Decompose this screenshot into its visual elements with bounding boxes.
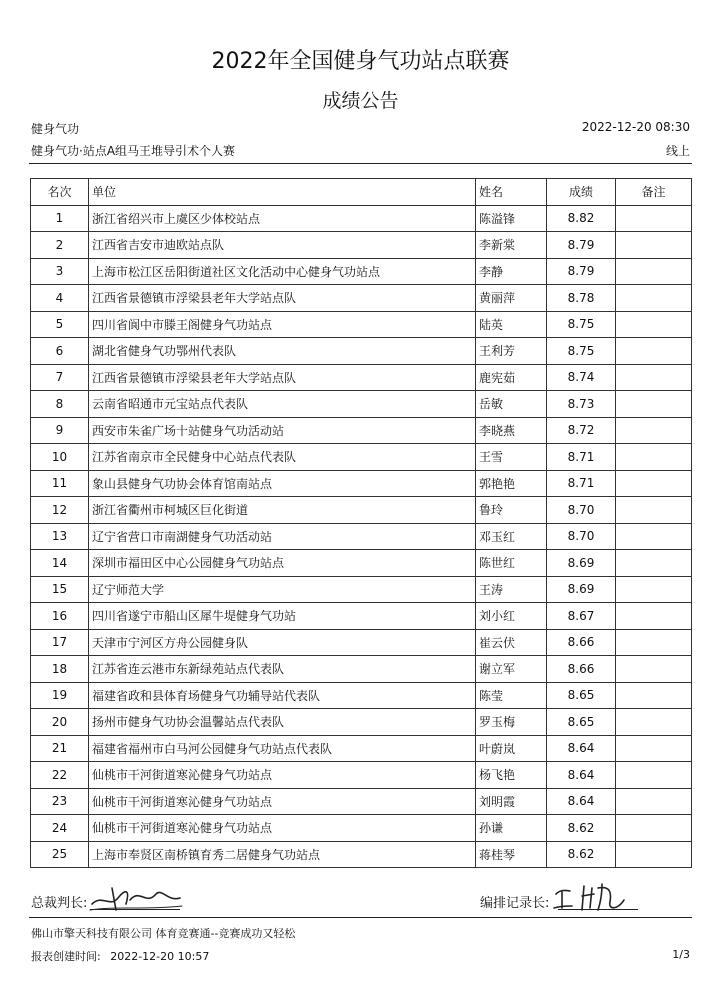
rank-cell: 11 [31, 470, 89, 497]
table-row [31, 762, 692, 789]
table-row [31, 391, 692, 418]
name-cell: 谢立军 [476, 656, 547, 683]
unit-cell: 四川省阆中市滕王阁健身气功站点 [89, 311, 476, 338]
note-cell [616, 815, 692, 842]
event-datetime: 2022-12-20 08:30 [581, 120, 690, 134]
name-cell: 王利芳 [476, 338, 547, 365]
score-cell: 8.62 [547, 841, 616, 868]
name-cell: 陈溢锋 [476, 205, 547, 232]
name-cell: 鹿宪茹 [476, 364, 547, 391]
unit-cell: 浙江省绍兴市上虞区少体校站点 [89, 205, 476, 232]
table-row [31, 258, 692, 285]
rank-cell: 7 [31, 364, 89, 391]
note-cell [616, 417, 692, 444]
col-note-header: 备注 [616, 179, 692, 206]
table-row [31, 815, 692, 842]
table-row [31, 338, 692, 365]
name-cell: 陈世红 [476, 550, 547, 577]
score-cell: 8.66 [547, 629, 616, 656]
chief-referee-line [90, 909, 180, 910]
rank-cell: 5 [31, 311, 89, 338]
page-number: 1/3 [672, 948, 690, 961]
note-cell [616, 629, 692, 656]
table-row [31, 841, 692, 868]
col-score-header: 成绩 [547, 179, 616, 206]
rank-cell: 13 [31, 523, 89, 550]
unit-cell: 湖北省健身气功鄂州代表队 [89, 338, 476, 365]
table-row [31, 311, 692, 338]
rank-cell: 25 [31, 841, 89, 868]
name-cell: 蒋桂琴 [476, 841, 547, 868]
rank-cell: 1 [31, 205, 89, 232]
unit-cell: 江苏省南京市全民健身中心站点代表队 [89, 444, 476, 471]
table-row [31, 285, 692, 312]
score-cell: 8.69 [547, 576, 616, 603]
table-header-row [31, 179, 692, 206]
document-title: 2022年全国健身气功站点联赛 [211, 49, 510, 74]
unit-cell: 仙桃市干河街道寒沁健身气功站点 [89, 815, 476, 842]
unit-cell: 上海市奉贤区南桥镇育秀二居健身气功站点 [89, 841, 476, 868]
table-row [31, 603, 692, 630]
table-row [31, 682, 692, 709]
unit-cell: 四川省遂宁市船山区犀牛堤健身气功站 [89, 603, 476, 630]
score-cell: 8.82 [547, 205, 616, 232]
name-cell: 郭艳艳 [476, 470, 547, 497]
footer-divider [29, 917, 692, 918]
col-unit-header: 单位 [89, 179, 476, 206]
results-table [30, 178, 692, 868]
score-cell: 8.71 [547, 444, 616, 471]
note-cell [616, 470, 692, 497]
rank-cell: 9 [31, 417, 89, 444]
table-row [31, 550, 692, 577]
rank-cell: 23 [31, 788, 89, 815]
unit-cell: 浙江省衢州市柯城区巨化街道 [89, 497, 476, 524]
table-row [31, 417, 692, 444]
score-cell: 8.66 [547, 656, 616, 683]
note-cell [616, 258, 692, 285]
name-cell: 叶蔚岚 [476, 735, 547, 762]
rank-cell: 15 [31, 576, 89, 603]
name-cell: 陈莹 [476, 682, 547, 709]
rank-cell: 3 [31, 258, 89, 285]
chief-referee-label: 总裁判长: [31, 896, 88, 911]
event-category: 健身气功 [31, 122, 80, 136]
score-cell: 8.65 [547, 709, 616, 736]
name-cell: 杨飞艳 [476, 762, 547, 789]
table-row [31, 656, 692, 683]
note-cell [616, 497, 692, 524]
score-cell: 8.71 [547, 470, 616, 497]
unit-cell: 福建省福州市白马河公园健身气功站点代表队 [89, 735, 476, 762]
name-cell: 李晓燕 [476, 417, 547, 444]
rank-cell: 22 [31, 762, 89, 789]
rank-cell: 10 [31, 444, 89, 471]
score-cell: 8.64 [547, 762, 616, 789]
table-row [31, 788, 692, 815]
rank-cell: 19 [31, 682, 89, 709]
table-row [31, 629, 692, 656]
note-cell [616, 656, 692, 683]
rank-cell: 16 [31, 603, 89, 630]
unit-cell: 福建省政和县体育场健身气功辅导站代表队 [89, 682, 476, 709]
score-cell: 8.72 [547, 417, 616, 444]
unit-cell: 仙桃市干河街道寒沁健身气功站点 [89, 762, 476, 789]
footer-created-time: 2022-12-20 10:57 [110, 950, 210, 963]
score-cell: 8.73 [547, 391, 616, 418]
score-cell: 8.75 [547, 311, 616, 338]
footer-created-label: 报表创建时间: [31, 950, 101, 963]
unit-cell: 江西省吉安市迪欧站点队 [89, 232, 476, 259]
score-cell: 8.70 [547, 523, 616, 550]
unit-cell: 象山县健身气功协会体育馆南站点 [89, 470, 476, 497]
table-row [31, 735, 692, 762]
note-cell [616, 550, 692, 577]
unit-cell: 天津市宁河区方舟公园健身队 [89, 629, 476, 656]
rank-cell: 6 [31, 338, 89, 365]
score-cell: 8.64 [547, 788, 616, 815]
note-cell [616, 523, 692, 550]
table-row [31, 205, 692, 232]
rank-cell: 21 [31, 735, 89, 762]
name-cell: 黄丽萍 [476, 285, 547, 312]
note-cell [616, 391, 692, 418]
chief-referee-signature [86, 880, 186, 916]
score-cell: 8.70 [547, 497, 616, 524]
document-subtitle: 成绩公告 [322, 90, 399, 112]
note-cell [616, 709, 692, 736]
note-cell [616, 788, 692, 815]
rank-cell: 17 [31, 629, 89, 656]
note-cell [616, 576, 692, 603]
rank-cell: 20 [31, 709, 89, 736]
note-cell [616, 285, 692, 312]
note-cell [616, 762, 692, 789]
rank-cell: 18 [31, 656, 89, 683]
name-cell: 孙谦 [476, 815, 547, 842]
note-cell [616, 311, 692, 338]
rank-cell: 4 [31, 285, 89, 312]
name-cell: 李新棠 [476, 232, 547, 259]
name-cell: 罗玉梅 [476, 709, 547, 736]
name-cell: 崔云伏 [476, 629, 547, 656]
unit-cell: 辽宁师范大学 [89, 576, 476, 603]
unit-cell: 上海市松江区岳阳街道社区文化活动中心健身气功站点 [89, 258, 476, 285]
unit-cell: 江苏省连云港市东新绿苑站点代表队 [89, 656, 476, 683]
rank-cell: 12 [31, 497, 89, 524]
rank-cell: 24 [31, 815, 89, 842]
note-cell [616, 682, 692, 709]
score-cell: 8.75 [547, 338, 616, 365]
score-cell: 8.65 [547, 682, 616, 709]
name-cell: 刘明霞 [476, 788, 547, 815]
name-cell: 刘小红 [476, 603, 547, 630]
table-row [31, 444, 692, 471]
score-cell: 8.78 [547, 285, 616, 312]
unit-cell: 江西省景德镇市浮梁县老年大学站点队 [89, 285, 476, 312]
rank-cell: 2 [31, 232, 89, 259]
score-cell: 8.69 [547, 550, 616, 577]
name-cell: 王涛 [476, 576, 547, 603]
event-mode: 线上 [665, 144, 690, 158]
recorder-label: 编排记录长: [480, 896, 550, 911]
name-cell: 李静 [476, 258, 547, 285]
unit-cell: 深圳市福田区中心公园健身气功站点 [89, 550, 476, 577]
table-row [31, 232, 692, 259]
footer-created [31, 948, 209, 964]
header-divider [29, 163, 692, 164]
table-row [31, 523, 692, 550]
name-cell: 陆英 [476, 311, 547, 338]
note-cell [616, 205, 692, 232]
rank-cell: 8 [31, 391, 89, 418]
note-cell [616, 444, 692, 471]
unit-cell: 仙桃市干河街道寒沁健身气功站点 [89, 788, 476, 815]
score-cell: 8.62 [547, 815, 616, 842]
unit-cell: 扬州市健身气功协会温馨站点代表队 [89, 709, 476, 736]
unit-cell: 云南省昭通市元宝站点代表队 [89, 391, 476, 418]
name-cell: 岳敏 [476, 391, 547, 418]
note-cell [616, 735, 692, 762]
name-cell: 王雪 [476, 444, 547, 471]
name-cell: 鲁玲 [476, 497, 547, 524]
rank-cell: 14 [31, 550, 89, 577]
table-row [31, 709, 692, 736]
score-cell: 8.79 [547, 232, 616, 259]
recorder-line [558, 909, 638, 910]
table-row [31, 470, 692, 497]
unit-cell: 辽宁省营口市南湖健身气功活动站 [89, 523, 476, 550]
score-cell: 8.79 [547, 258, 616, 285]
name-cell: 邓玉红 [476, 523, 547, 550]
col-rank-header: 名次 [31, 179, 89, 206]
note-cell [616, 603, 692, 630]
unit-cell: 西安市朱雀广场十站健身气功活动站 [89, 417, 476, 444]
score-cell: 8.74 [547, 364, 616, 391]
footer-company: 佛山市擎天科技有限公司 体育竞赛通--竞赛成功又轻松 [31, 927, 296, 940]
col-name-header: 姓名 [476, 179, 547, 206]
note-cell [616, 232, 692, 259]
score-cell: 8.64 [547, 735, 616, 762]
note-cell [616, 338, 692, 365]
note-cell [616, 841, 692, 868]
recorder-signature [552, 878, 642, 916]
table-row [31, 576, 692, 603]
unit-cell: 江西省景德镇市浮梁县老年大学站点队 [89, 364, 476, 391]
table-row [31, 364, 692, 391]
note-cell [616, 364, 692, 391]
table-row [31, 497, 692, 524]
score-cell: 8.67 [547, 603, 616, 630]
event-name: 健身气功·站点A组马王堆导引术个人赛 [31, 144, 236, 158]
